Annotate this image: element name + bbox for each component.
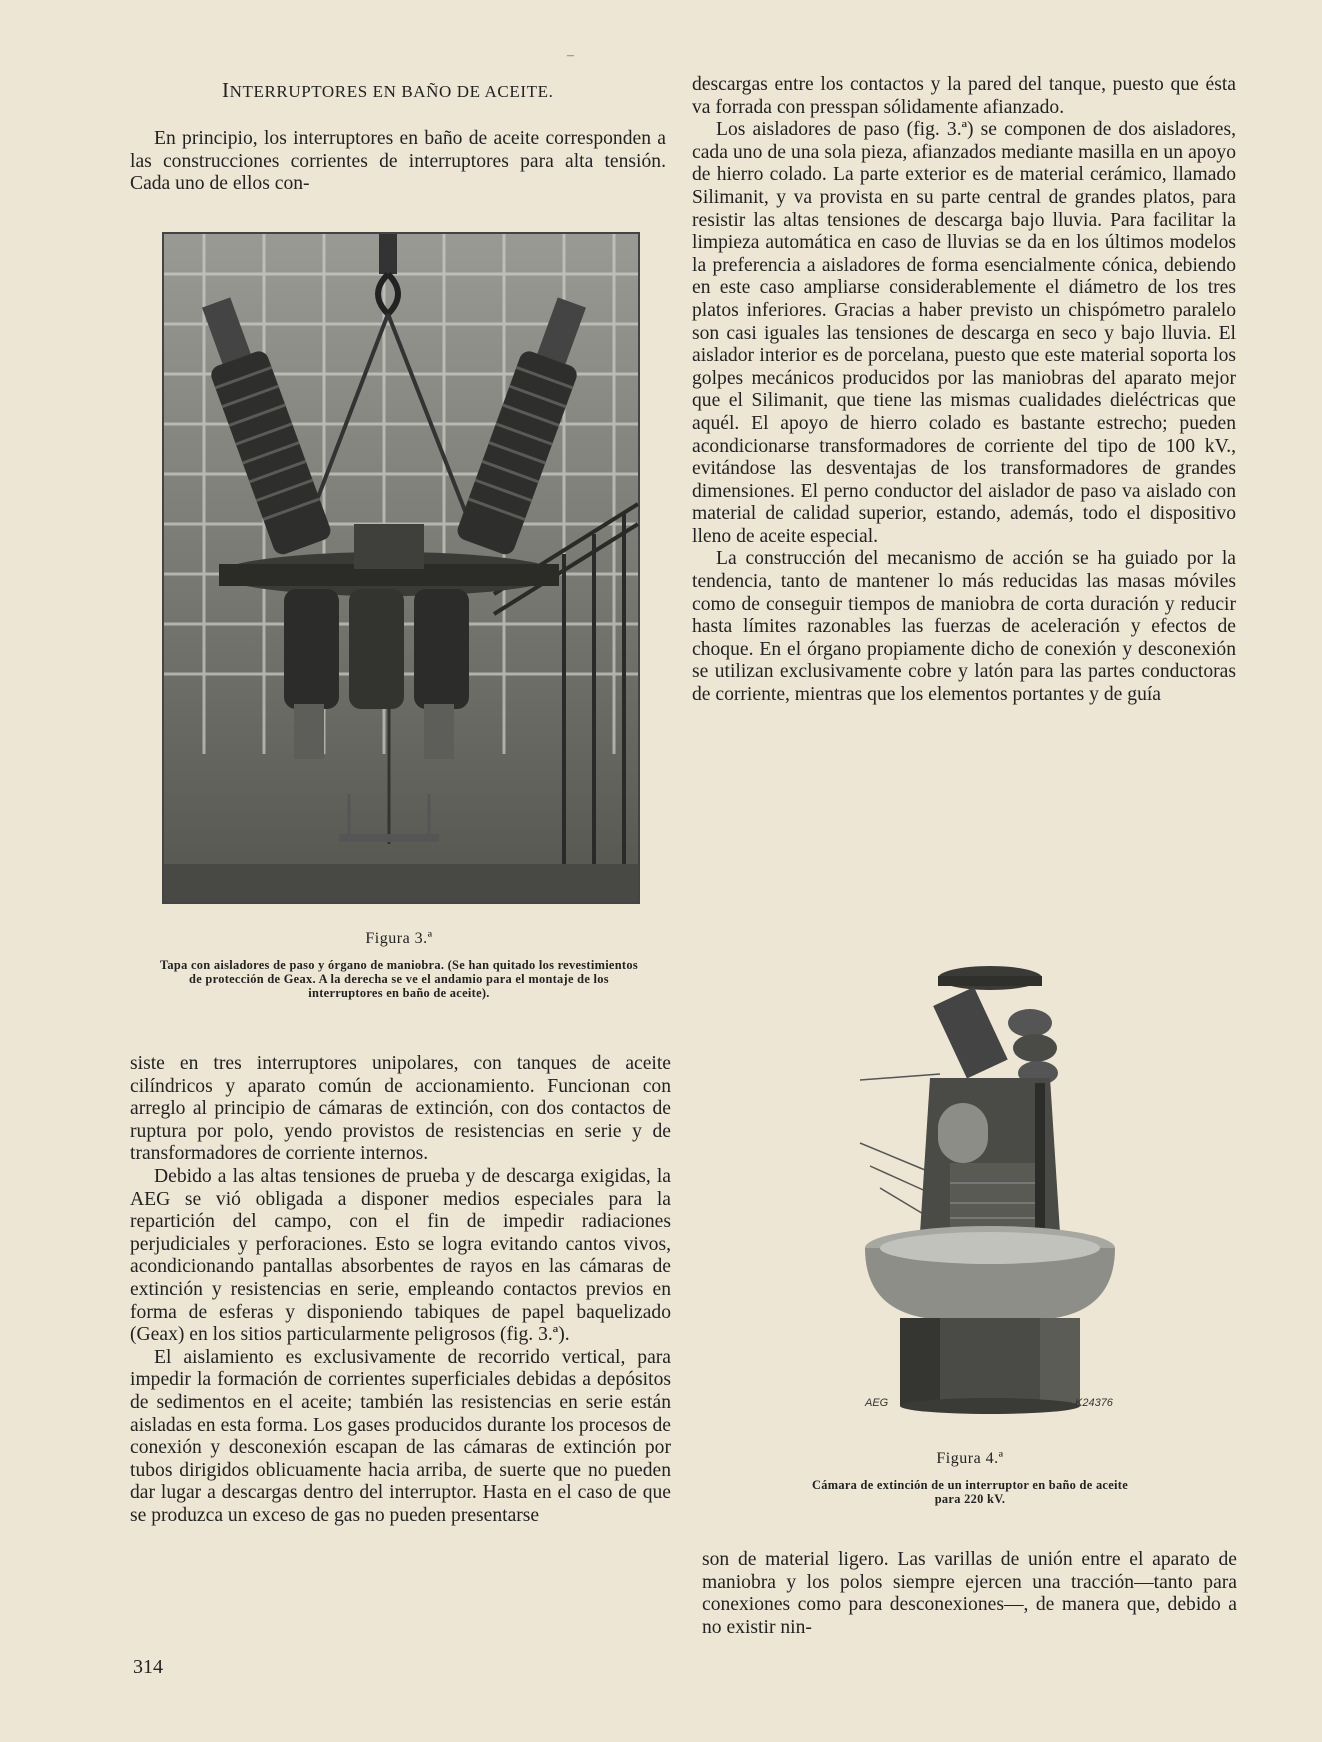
page-mark: – xyxy=(567,48,574,63)
paragraph: En principio, los interruptores en baño de aceite corresponden a las construcciones corrientes de interruptores para alta tensión. Cada uno de ellos con- xyxy=(130,128,666,195)
section-heading xyxy=(222,78,642,103)
figure-3-number: Figura 3.ª xyxy=(365,930,433,947)
figure-3-photo xyxy=(162,232,640,904)
figure-3-illustration xyxy=(164,234,638,902)
figure-4-photo xyxy=(830,948,1113,1426)
page-number: 314 xyxy=(133,1656,163,1678)
figure-4-number: Figura 4.ª xyxy=(936,1450,1004,1467)
paragraph: Debido a las altas tensiones de prueba y de descarga exigidas, la AEG se vió obligada a disponer medios especiales para la repartición del campo, con el fin de impedir radiaciones perjudiciales y perforaciones. Esto se logra evitando cantos vivos, acondicionando pantallas absorbentes de rayos en las cámaras de extinción y resistencias en serie, empleando contactos previos en forma de esferas y disponiendo tabiques de papel baquelizado (Geax) en los sitios particularmente peligrosos (fig. 3.ª). xyxy=(130,1165,671,1346)
figure-3-caption: Tapa con aisladores de paso y órgano de maniobra. (Se han quitado los revestimientos de protección de Geax. A la derecha se ve el andamio para el montaje de los interruptores en baño de aceite). xyxy=(160,958,638,1000)
left-column-top xyxy=(130,128,666,196)
paragraph: son de material ligero. Las varillas de unión entre el aparato de maniobra y los polos siempre ejercen una tracción—tanto para conexiones como para desconexiones—, de manera que, debido a no existir nin- xyxy=(702,1549,1237,1638)
section-heading-initial: I xyxy=(222,78,230,102)
figure-4-label-left: AEG xyxy=(865,1397,889,1409)
section-heading-rest: NTERRUPTORES EN BAÑO DE ACEITE. xyxy=(229,82,554,101)
paragraph: siste en tres interruptores unipolares, con tanques de aceite cilíndricos y aparato común de accionamiento. Funcionan con arreglo al principio de cámaras de extinción, con dos contactos de ruptura por polo, yendo provistos de resistencias en serie y de transformadores de corriente internos. xyxy=(130,1053,671,1165)
paragraph: La construcción del mecanismo de acción se ha guiado por la tendencia, tanto de mantener lo más reducidas las masas móviles como de conseguir tiempos de maniobra de corta duración y reducir hasta límites razonables las fuerzas de aceleración y efectos de choque. En el órgano propiamente dicho de conexión y desconexión se utilizan exclusivamente cobre y latón para las partes conductoras de corriente, mientras que los elementos portantes y de guía xyxy=(692,548,1236,706)
figure-4-caption: Cámara de extinción de un interruptor en baño de aceite para 220 kV. xyxy=(811,1478,1129,1506)
right-column-top xyxy=(692,74,1236,707)
figure-4-label-right: K24376 xyxy=(1075,1397,1113,1409)
left-column-bottom xyxy=(130,1053,671,1527)
paragraph: descargas entre los contactos y la pared del tanque, puesto que ésta va forrada con presspan sólidamente afianzado. xyxy=(692,74,1236,118)
paragraph: Los aisladores de paso (fig. 3.ª) se componen de dos aisladores, cada uno de una sola pieza, afianzados mediante masilla en un apoyo de hierro colado. La parte exterior es de material cerámico, llamado Silimanit, y va provista en su parte central de grandes platos, para resistir las altas tensiones de descarga bajo lluvia. Para facilitar la limpieza automática en caso de lluvias se da en los últimos modelos la preferencia a aisladores de forma esencialmente cónica, debiendo en este caso ampliarse considerablemente el diámetro de los tres platos inferiores. Gracias a haber previsto un chispómetro paralelo son casi iguales las tensiones de descarga en seco y bajo lluvia. El aislador interior es de porcelana, puesto que este material soporta los golpes mecánicos producidos por las maniobras del aparato mejor que el Silimanit, que tiene las mismas cualidades dieléctricas que aquél. El apoyo de hierro colado es bastante estrecho; pueden acondicionarse transformadores de corriente del tipo de 100 kV., evitándose las desventajas de los transformadores de grandes dimensiones. El perno conductor del aislador de paso va aislado con material de calidad superior, estando, además, todo el dispositivo lleno de aceite especial. xyxy=(692,119,1236,547)
paragraph: El aislamiento es exclusivamente de recorrido vertical, para impedir la formación de corrientes superficiales debidas a depósitos de sedimentos en el aceite; también las resistencias en serie están aisladas en esta forma. Los gases producidos durante los procesos de conexión y desconexión escapan de las cámaras de extinción por tubos dirigidos oblicuamente hacia arriba, de suerte que no pueden dar lugar a descargas dentro del interruptor. Hasta en el caso de que se produzca un exceso de gas no pueden presentarse xyxy=(130,1346,671,1526)
right-column-bottom xyxy=(702,1549,1237,1639)
figure-4-illustration xyxy=(830,948,1113,1426)
